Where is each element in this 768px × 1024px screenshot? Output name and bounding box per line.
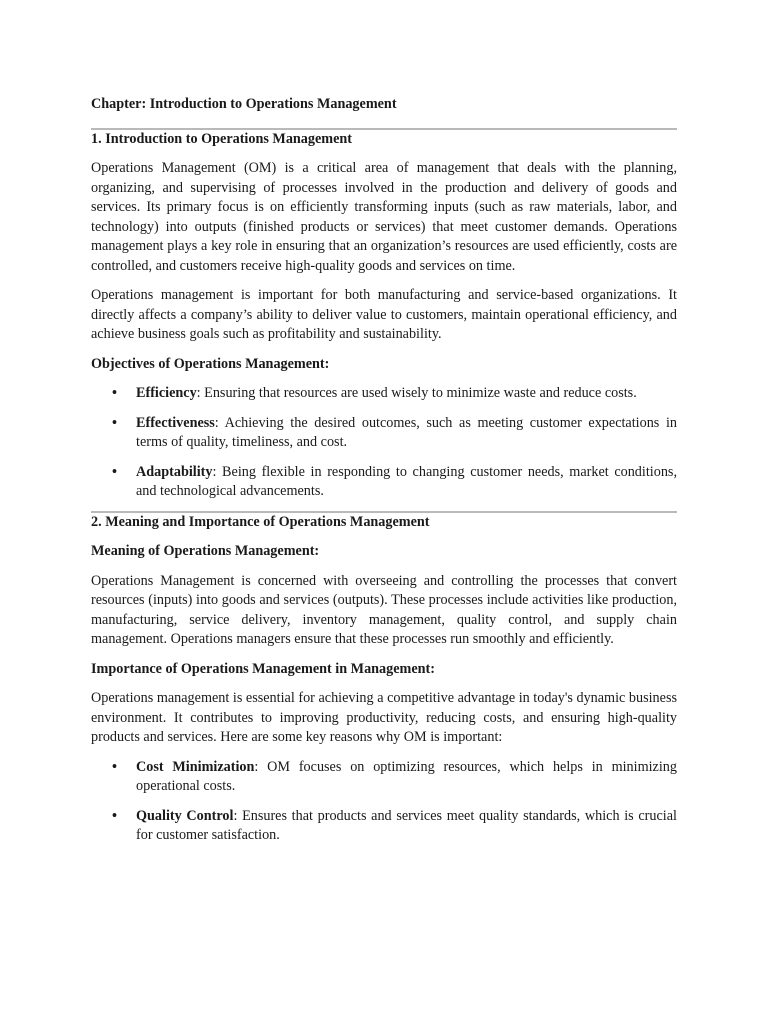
list-item-text: : Ensures that products and services meet quality standards, which is crucial for customer satisfaction. [136,807,677,843]
list-item [91,414,677,453]
list-item-text: : Being flexible in responding to changing customer needs, market conditions, and technological advancements. [136,463,677,499]
document-page [91,95,677,846]
list-item-text: : Achieving the desired outcomes, such as meeting customer expectations in terms of quality, timeliness, and cost. [136,414,677,450]
bullet-icon: • [112,463,117,480]
subheading-importance: Importance of Operations Management in Management: [91,660,435,677]
reasons-list [91,758,677,846]
paragraph: Operations management is important for both manufacturing and service-based organizations. It directly affects a company’s ability to deliver value to customers, maintain operational efficiency, and achieve business goals such as profitability and sustainability. [91,287,677,342]
list-item-text: : OM focuses on optimizing resources, which helps in minimizing operational costs. [136,758,677,794]
list-item [91,463,677,502]
list-item-term: Effectiveness [136,414,215,431]
paragraph: Operations Management (OM) is a critical area of management that deals with the planning, organizing, and supervising of processes involved in the production and delivery of goods and services. Its primary focus is on efficiently transforming inputs (such as raw materials, labor, and technology) into outputs (finished products or services) that meet customer demands. Operations management plays a key role in ensuring that an organization’s resources are used efficiently, costs are controlled, and customers receive high-quality goods and services on time. [91,160,677,274]
bullet-icon: • [112,807,117,824]
list-item [91,807,677,846]
paragraph: Operations management is essential for achieving a competitive advantage in today's dynamic business environment. It contributes to improving productivity, reducing costs, and ensuring high-quality products and services. Here are some key reasons why OM is important: [91,690,677,745]
list-item-term: Cost Minimization [136,758,255,775]
chapter-title: Chapter: Introduction to Operations Management [91,96,397,112]
paragraph: Operations Management is concerned with overseeing and controlling the processes that convert resources (inputs) into goods and services (outputs). These processes include activities like production, manufacturing, service delivery, inventory management, quality control, and supply chain management. Operations managers ensure that these processes run smoothly and efficiently. [91,572,677,647]
objectives-list [91,384,677,502]
bullet-icon: • [112,414,117,431]
list-item-term: Adaptability [136,463,213,480]
section-introduction [91,130,677,502]
subheading-objectives: Objectives of Operations Management: [91,355,330,372]
list-item-text: : Ensuring that resources are used wisely to minimize waste and reduce costs. [196,385,637,401]
list-item-term: Efficiency [136,385,197,401]
list-item [91,758,677,797]
list-item [91,384,677,404]
bullet-icon: • [112,385,117,401]
subheading-meaning: Meaning of Operations Management: [91,543,320,559]
section-meaning-importance [91,513,677,846]
section-heading: 2. Meaning and Importance of Operations Management [91,513,430,530]
list-item-term: Quality Control [136,807,234,824]
section-heading: 1. Introduction to Operations Management [91,130,353,147]
bullet-icon: • [112,758,117,775]
